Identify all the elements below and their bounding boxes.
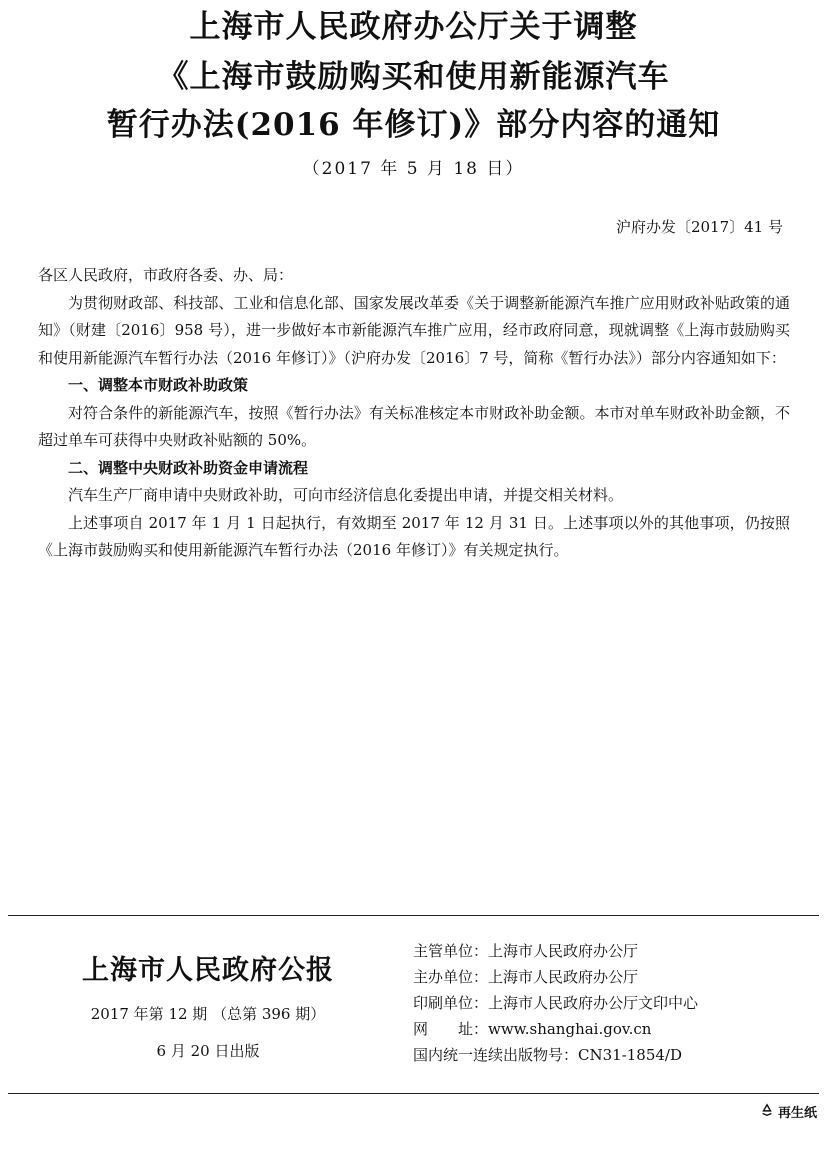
recycled-paper-label: 再生纸 [777,1106,817,1121]
gazette-publish-date: 6 月 20 日出版 [156,1042,260,1060]
title-line-1: 上海市人民政府办公厅关于调整 [189,9,638,45]
title-line-2: 《上海市鼓励购买和使用新能源汽车 [157,59,670,95]
recycle-icon [760,1103,774,1121]
document-number: 沪府办发〔2017〕41 号 [615,218,783,236]
recycled-paper-mark [760,1102,817,1121]
footer-top-divider [8,915,819,916]
title-line-3: 暂行办法(2016 年修订)》部分内容的通知 [106,107,721,143]
salutation: 各区人民政府，市政府各委、办、局： [38,266,294,284]
info-supervisor: 主管单位：上海市人民政府办公厅 [413,942,639,960]
info-website: 网 址：www.shanghai.gov.cn [413,1020,652,1038]
footer-bottom-divider [8,1093,819,1094]
gazette-title: 上海市人民政府公报 [82,955,334,986]
info-printer: 印刷单位：上海市人民政府办公厅文印中心 [413,994,699,1012]
intro-paragraph: 为贯彻财政部、科技部、工业和信息化部、国家发展改革委《关于调整新能源汽车推广应用财政补贴政策的通知》（财建〔2016〕958 号），进一步做好本市新能源汽车推广应用，经市政府同意，现就调整《上海市鼓励购买和使用新能源汽车暂行办法（2016 年修订）》（沪府办发〔2016〕7 号，简称《暂行办法》）部分内容通知如下： [38,293,790,367]
gazette-info [413,938,813,1068]
issue-date: （2017 年 5 月 18 日） [302,159,525,179]
section-heading-1: 一、调整本市财政补助政策 [68,376,249,394]
info-sponsor: 主办单位：上海市人民政府办公厅 [413,968,639,986]
section-body-2: 汽车生产厂商申请中央财政补助，可向市经济信息化委提出申请，并提交相关材料。 [68,486,624,504]
section-body-1: 对符合条件的新能源汽车，按照《暂行办法》有关标准核定本市财政补助金额。本市对单车财政补助金额，不超过单车可获得中央财政补贴额的 50%。 [38,403,790,449]
section-heading-2: 二、调整中央财政补助资金申请流程 [68,458,309,477]
notice-body [38,262,790,565]
info-serial: 国内统一连续出版物号：CN31-1854/D [413,1046,683,1064]
gazette-issue: 2017 年第 12 期 （总第 396 期） [90,1005,326,1023]
closing-paragraph: 上述事项自 2017 年 1 月 1 日起执行，有效期至 2017 年 12 月 31 日。上述事项以外的其他事项，仍按照《上海市鼓励购买和使用新能源汽车暂行办法（2016 年修订）》有关规定执行。 [38,513,790,559]
